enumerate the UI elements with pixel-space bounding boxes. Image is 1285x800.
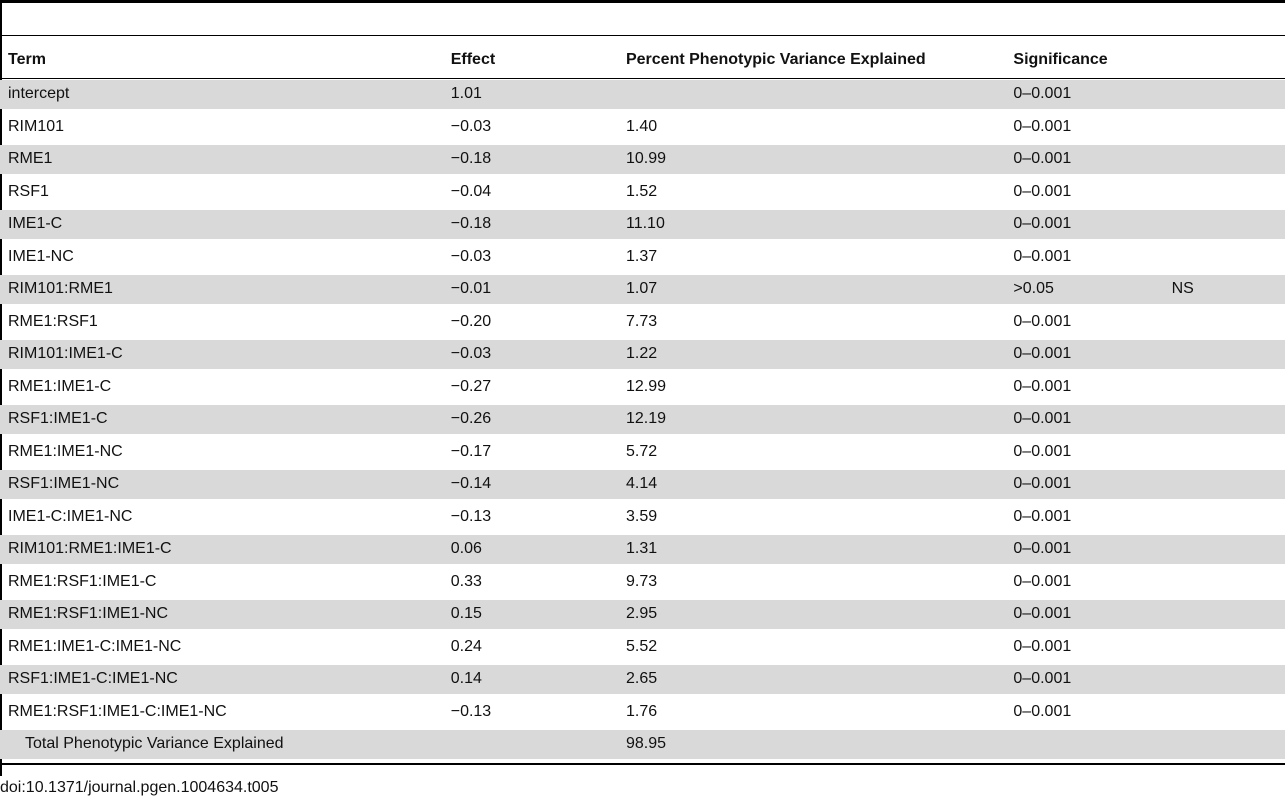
pve-cell: 1.31 xyxy=(626,535,1013,564)
col-header-pve: Percent Phenotypic Variance Explained xyxy=(625,51,926,68)
table-row xyxy=(0,503,1285,532)
col-header-note xyxy=(1172,44,1285,76)
term-cell: RME1 xyxy=(0,145,451,174)
significance-cell: 0–0.001 xyxy=(1013,600,1171,629)
table-top-rule xyxy=(0,0,1285,3)
effect-cell: −0.20 xyxy=(450,312,492,330)
effect-cell: −0.13 xyxy=(450,702,492,720)
note-cell xyxy=(1172,568,1285,597)
significance-cell: 0–0.001 xyxy=(1013,405,1171,434)
significance-cell: 0–0.001 xyxy=(1013,182,1072,200)
total-row xyxy=(0,730,1285,759)
col-header-significance: Significance xyxy=(1013,51,1108,68)
effect-cell: −0.27 xyxy=(450,377,492,395)
header-row xyxy=(0,44,1285,76)
term-cell: RME1:IME1-C:IME1-NC xyxy=(8,637,182,655)
effect-cell: −0.17 xyxy=(450,442,492,460)
results-table xyxy=(0,40,1285,763)
pve-cell: 9.73 xyxy=(625,572,658,590)
significance-cell: >0.05 xyxy=(1013,275,1171,304)
significance-cell: 0–0.001 xyxy=(1013,117,1072,135)
effect-cell: 0.33 xyxy=(450,572,482,590)
table-row xyxy=(0,308,1285,337)
term-cell: RIM101:IME1-C xyxy=(0,340,451,369)
table-row xyxy=(0,568,1285,597)
col-header-effect: Effect xyxy=(450,51,496,68)
pve-cell: 7.73 xyxy=(625,312,658,330)
table-row xyxy=(0,178,1285,207)
term-cell: IME1-C:IME1-NC xyxy=(8,507,133,525)
pve-cell: 10.99 xyxy=(626,145,1013,174)
note-cell xyxy=(1172,178,1285,207)
table-bottom-rule xyxy=(0,763,1285,765)
note-cell: NS xyxy=(1172,275,1285,304)
effect-cell: 0.15 xyxy=(451,600,626,629)
effect-cell: −0.03 xyxy=(450,247,492,265)
note-cell xyxy=(1172,633,1285,662)
term-cell: RSF1:IME1-NC xyxy=(0,470,451,499)
significance-cell: 0–0.001 xyxy=(1013,377,1072,395)
pve-cell: 1.22 xyxy=(626,340,1013,369)
significance-cell: 0–0.001 xyxy=(1013,702,1072,720)
note-cell xyxy=(1172,113,1285,142)
pve-cell: 3.59 xyxy=(625,507,658,525)
total-label: Total Phenotypic Variance Explained xyxy=(0,730,451,759)
effect-cell: −0.03 xyxy=(451,340,626,369)
pve-cell: 1.52 xyxy=(625,182,658,200)
doi-caption: doi:10.1371/journal.pgen.1004634.t005 xyxy=(0,779,279,796)
significance-cell: 0–0.001 xyxy=(1013,507,1072,525)
table-body xyxy=(0,80,1285,759)
note-cell xyxy=(1172,470,1285,499)
pve-cell: 2.95 xyxy=(626,600,1013,629)
table-row xyxy=(0,275,1285,304)
table-row xyxy=(0,535,1285,564)
effect-cell: −0.14 xyxy=(451,470,626,499)
term-cell: IME1-NC xyxy=(8,247,74,265)
term-cell: RIM101:RME1 xyxy=(0,275,451,304)
pve-cell: 1.40 xyxy=(625,117,658,135)
table-row xyxy=(0,405,1285,434)
note-cell xyxy=(1172,308,1285,337)
note-cell xyxy=(1172,503,1285,532)
significance-cell: 0–0.001 xyxy=(1013,572,1072,590)
significance-cell: 0–0.001 xyxy=(1013,210,1171,239)
total-sig-cell xyxy=(1013,730,1171,759)
pve-cell: 1.07 xyxy=(626,275,1013,304)
significance-cell: 0–0.001 xyxy=(1013,247,1072,265)
pve-cell: 2.65 xyxy=(626,665,1013,694)
pve-cell xyxy=(626,80,1013,109)
term-cell: IME1-C xyxy=(0,210,451,239)
significance-cell: 0–0.001 xyxy=(1013,312,1072,330)
note-cell xyxy=(1172,145,1285,174)
note-cell xyxy=(1172,600,1285,629)
term-cell: RME1:RSF1:IME1-C:IME1-NC xyxy=(8,702,227,720)
table-row xyxy=(0,145,1285,174)
effect-cell: −0.18 xyxy=(451,145,626,174)
note-cell xyxy=(1172,243,1285,272)
term-cell: RME1:RSF1:IME1-NC xyxy=(0,600,451,629)
effect-cell: 0.24 xyxy=(450,637,482,655)
table-row xyxy=(0,243,1285,272)
total-value: 98.95 xyxy=(626,730,1013,759)
significance-cell: 0–0.001 xyxy=(1013,637,1072,655)
term-cell: RME1:RSF1:IME1-C xyxy=(8,572,157,590)
effect-cell: −0.01 xyxy=(451,275,626,304)
significance-cell: 0–0.001 xyxy=(1013,470,1171,499)
pve-cell: 5.72 xyxy=(625,442,658,460)
note-cell xyxy=(1172,698,1285,727)
term-cell: RME1:IME1-C xyxy=(8,377,112,395)
note-cell xyxy=(1172,80,1285,109)
note-cell xyxy=(1172,405,1285,434)
effect-cell: 0.14 xyxy=(451,665,626,694)
table-row xyxy=(0,113,1285,142)
pve-cell: 1.37 xyxy=(625,247,658,265)
pve-cell: 11.10 xyxy=(626,210,1013,239)
significance-cell: 0–0.001 xyxy=(1013,442,1072,460)
effect-cell: 1.01 xyxy=(451,80,626,109)
note-cell xyxy=(1172,535,1285,564)
note-cell xyxy=(1172,210,1285,239)
effect-cell: 0.06 xyxy=(451,535,626,564)
header-bottom-rule xyxy=(0,78,1285,79)
table-row xyxy=(0,210,1285,239)
significance-cell: 0–0.001 xyxy=(1013,665,1171,694)
table-row xyxy=(0,340,1285,369)
pve-cell: 5.52 xyxy=(625,637,658,655)
pve-cell: 12.99 xyxy=(625,377,667,395)
table-row xyxy=(0,470,1285,499)
term-cell: RSF1:IME1-C:IME1-NC xyxy=(0,665,451,694)
pve-cell: 1.76 xyxy=(625,702,658,720)
pve-cell: 12.19 xyxy=(626,405,1013,434)
significance-cell: 0–0.001 xyxy=(1013,80,1171,109)
effect-cell: −0.13 xyxy=(450,507,492,525)
significance-cell: 0–0.001 xyxy=(1013,535,1171,564)
note-cell xyxy=(1172,373,1285,402)
table-row xyxy=(0,600,1285,629)
total-note-cell xyxy=(1172,730,1285,759)
header-rule xyxy=(0,35,1285,36)
term-cell: RIM101 xyxy=(8,117,65,135)
term-cell: RSF1:IME1-C xyxy=(0,405,451,434)
term-cell: RME1:IME1-NC xyxy=(8,442,123,460)
table-row xyxy=(0,438,1285,467)
table-row xyxy=(0,373,1285,402)
term-cell: RIM101:RME1:IME1-C xyxy=(0,535,451,564)
term-cell: RSF1 xyxy=(8,182,49,200)
significance-cell: 0–0.001 xyxy=(1013,340,1171,369)
effect-cell: −0.03 xyxy=(450,117,492,135)
note-cell xyxy=(1172,438,1285,467)
note-cell xyxy=(1172,340,1285,369)
term-cell: RME1:RSF1 xyxy=(8,312,98,330)
total-effect-cell xyxy=(451,730,626,759)
col-header-term: Term xyxy=(8,51,46,68)
effect-cell: −0.18 xyxy=(451,210,626,239)
table-row xyxy=(0,665,1285,694)
term-cell: intercept xyxy=(0,80,451,109)
table-row xyxy=(0,633,1285,662)
effect-cell: −0.26 xyxy=(451,405,626,434)
note-cell xyxy=(1172,665,1285,694)
significance-cell: 0–0.001 xyxy=(1013,145,1171,174)
table-row xyxy=(0,80,1285,109)
table-row xyxy=(0,698,1285,727)
effect-cell: −0.04 xyxy=(450,182,492,200)
pve-cell: 4.14 xyxy=(626,470,1013,499)
